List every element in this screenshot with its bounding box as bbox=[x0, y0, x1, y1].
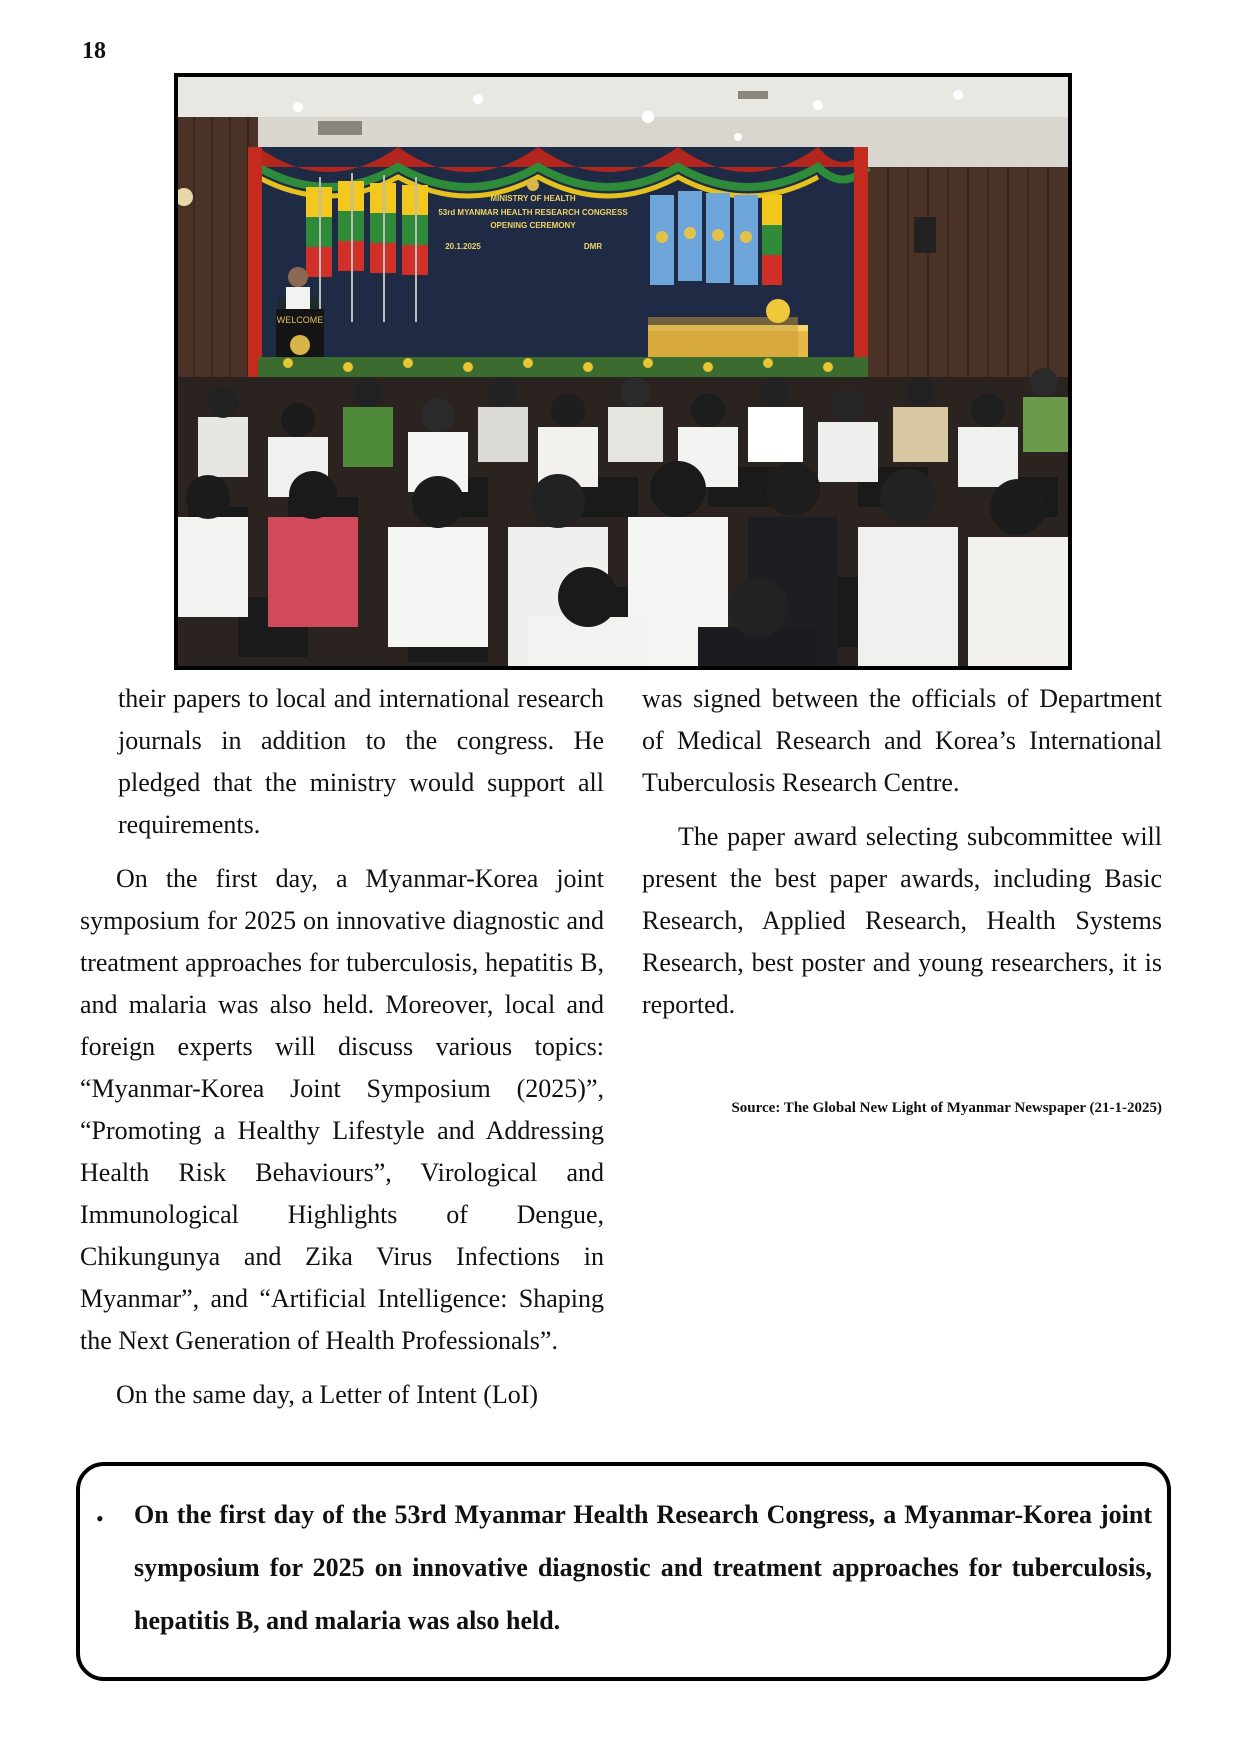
right-paragraph-1: was signed between the officials of Department of Medical Research and Korea’s International Tuberculosis Research Centre. bbox=[642, 684, 1162, 797]
right-paragraph-2: The paper award selecting subcommittee will present the best paper awards, including Basic Research, Applied Research, Health Systems Research, best poster and young researchers, it is reported. bbox=[642, 822, 1162, 1019]
left-column bbox=[80, 678, 604, 1428]
left-paragraph-2: On the first day, a Myanmar-Korea joint symposium for 2025 on innovative diagnostic and treatment approaches for tuberculosis, hepatitis B, and malaria was also held. Moreover, local and foreign experts will discuss various topics: “Myanmar-Korea Joint Symposium (2025)”, “Promoting a Healthy Lifestyle and Addressing Health Risk Behaviours”, Virological and Immunological Highlights of Dengue, Chikungunya and Zika Virus Infections in Myanmar”, and “Artificial Intelligence: Shaping the Next Generation of Health Professionals”. bbox=[80, 864, 604, 1355]
backdrop-line-1: MINISTRY OF HEALTH bbox=[490, 194, 576, 203]
backdrop-date: 20.1.2025 bbox=[445, 242, 481, 251]
source-credit: Source: The Global New Light of Myanmar Newspaper (21-1-2025) bbox=[731, 1100, 1162, 1116]
callout-text: On the first day of the 53rd Myanmar Health Research Congress, a Myanmar-Korea joint symposium for 2025 on innovative diagnostic and treatment approaches for tuberculosis, hepatitis B, and malaria was also held. bbox=[134, 1500, 1152, 1635]
left-paragraph-3: On the same day, a Letter of Intent (LoI) bbox=[116, 1380, 539, 1409]
backdrop-line-3: OPENING CEREMONY bbox=[490, 221, 576, 230]
page-number: 18 bbox=[82, 38, 106, 64]
backdrop-line-2: 53rd MYANMAR HEALTH RESEARCH CONGRESS bbox=[438, 208, 628, 217]
podium-sign: WELCOME bbox=[276, 315, 324, 325]
conference-photo bbox=[174, 73, 1072, 670]
bullet-icon: • bbox=[96, 1506, 104, 1531]
right-column bbox=[642, 678, 1162, 1038]
highlight-callout bbox=[76, 1462, 1171, 1681]
backdrop-org: DMR bbox=[583, 242, 603, 251]
left-paragraph-1: their papers to local and international research journals in addition to the congress. He pledged that the ministry would support all requirements. bbox=[118, 684, 604, 839]
